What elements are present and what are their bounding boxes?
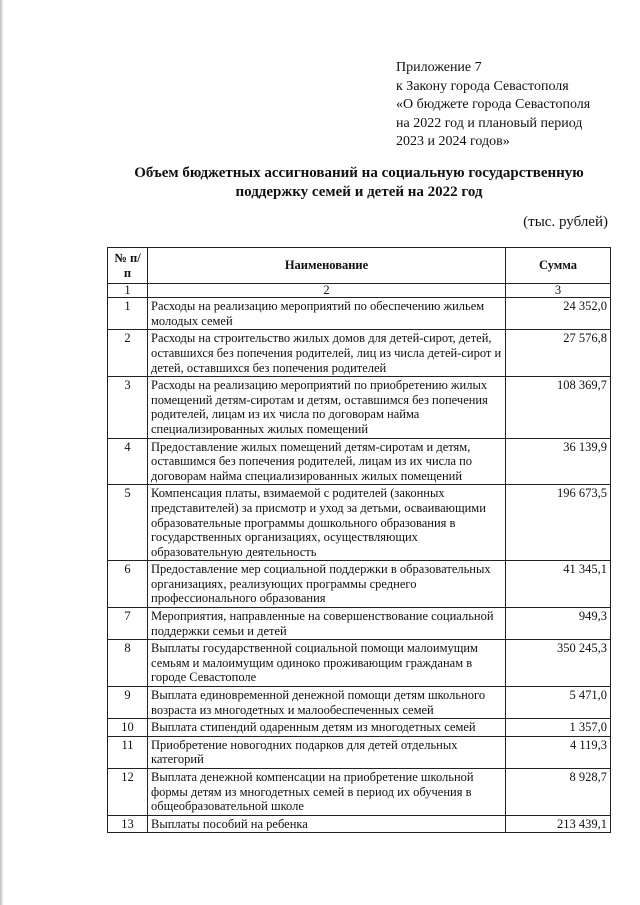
appendix-line: 2023 и 2024 годов» [396, 134, 510, 149]
row-number: 7 [108, 608, 148, 640]
row-number: 12 [108, 769, 148, 816]
units-label: (тыс. рублей) [523, 214, 608, 230]
row-number: 3 [108, 377, 148, 438]
row-name: Расходы на реализацию мероприятий по обеспечению жильем молодых семей [148, 298, 506, 330]
table-row [108, 377, 611, 438]
table-row [108, 298, 611, 330]
appendix-line: на 2022 год и плановый период [396, 115, 583, 131]
row-sum: 27 576,8 [506, 330, 611, 377]
row-name: Расходы на реализацию мероприятий по приобретению жилых помещений детям-сиротам и детям, оставшимся без попечения родителей, лицам из их числа по договорам найма специализированных жилых помещений [148, 377, 506, 438]
row-name: Выплата единовременной денежной помощи детям школьного возраста из многодетных и малообеспеченных семей [148, 687, 506, 719]
row-sum: 350 245,3 [506, 640, 611, 687]
header-name: Наименование [148, 248, 506, 284]
header-num: № п/п [108, 248, 148, 284]
index-cell: 2 [148, 284, 506, 298]
table-row [108, 330, 611, 377]
header-sum: Сумма [506, 248, 611, 284]
row-sum: 8 928,7 [506, 769, 611, 816]
table-row [108, 815, 611, 833]
document-title [100, 164, 618, 202]
table-header-row [108, 248, 611, 284]
appendix-line: к Закону города Севастополя [396, 78, 569, 94]
row-sum: 41 345,1 [506, 561, 611, 608]
row-number: 13 [108, 815, 148, 833]
row-sum: 5 471,0 [506, 687, 611, 719]
row-name: Расходы на строительство жилых домов для детей-сирот, детей, оставшихся без попечения родителей, лиц из числа детей-сирот и детей, оставшихся без попечения родителей [148, 330, 506, 377]
row-sum: 24 352,0 [506, 298, 611, 330]
table-row [108, 769, 611, 816]
index-cell: 3 [506, 284, 611, 298]
row-number: 8 [108, 640, 148, 687]
table-row [108, 719, 611, 737]
row-name: Выплата денежной компенсации на приобретение школьной формы детям из многодетных семей в период их обучения в общеобразовательной школе [148, 769, 506, 816]
appendix-line: «О бюджете города Севастополя [396, 97, 591, 112]
row-name: Выплаты пособий на ребенка [148, 815, 506, 833]
row-sum: 196 673,5 [506, 485, 611, 561]
index-row [108, 284, 611, 298]
row-number: 9 [108, 687, 148, 719]
row-number: 4 [108, 438, 148, 485]
table-row [108, 608, 611, 640]
row-name: Выплата стипендий одаренным детям из многодетных семей [148, 719, 506, 737]
table-row [108, 561, 611, 608]
appendix-block [396, 59, 636, 152]
row-name: Мероприятия, направленные на совершенствование социальной поддержки семьи и детей [148, 608, 506, 640]
row-number: 2 [108, 330, 148, 377]
row-name: Предоставление мер социальной поддержки в образовательных организациях, реализующих программы среднего профессионального образования [148, 561, 506, 608]
page-edge-shadow [0, 0, 3, 905]
row-name: Приобретение новогодних подарков для детей отдельных категорий [148, 736, 506, 768]
row-sum: 949,3 [506, 608, 611, 640]
row-number: 10 [108, 719, 148, 737]
budget-table [107, 247, 611, 833]
row-name: Предоставление жилых помещений детям-сиротам и детям, оставшимся без попечения родителей, лицам из их числа по договорам найма специализированных жилых помещений [148, 438, 506, 485]
row-number: 1 [108, 298, 148, 330]
row-sum: 4 119,3 [506, 736, 611, 768]
table-row [108, 687, 611, 719]
index-cell: 1 [108, 284, 148, 298]
row-number: 5 [108, 485, 148, 561]
row-sum: 108 369,7 [506, 377, 611, 438]
table-row [108, 640, 611, 687]
table-row [108, 485, 611, 561]
row-name: Выплаты государственной социальной помощи малоимущим семьям и малоимущим одиноко проживающим гражданам в городе Севастополе [148, 640, 506, 687]
appendix-line: Приложение 7 [396, 60, 482, 75]
row-number: 11 [108, 736, 148, 768]
title-line: поддержку семей и детей на 2022 год [235, 184, 483, 200]
table-row [108, 736, 611, 768]
table-row [108, 438, 611, 485]
row-name: Компенсация платы, взимаемой с родителей (законных представителей) за присмотр и уход за детьми, осваивающими образовательные программы дошкольного образования в государственных организациях, осуществляющих образовательную деятельность [148, 485, 506, 561]
row-sum: 1 357,0 [506, 719, 611, 737]
title-line: Объем бюджетных ассигнований на социальную государственную [134, 165, 584, 181]
row-sum: 213 439,1 [506, 815, 611, 833]
row-sum: 36 139,9 [506, 438, 611, 485]
row-number: 6 [108, 561, 148, 608]
